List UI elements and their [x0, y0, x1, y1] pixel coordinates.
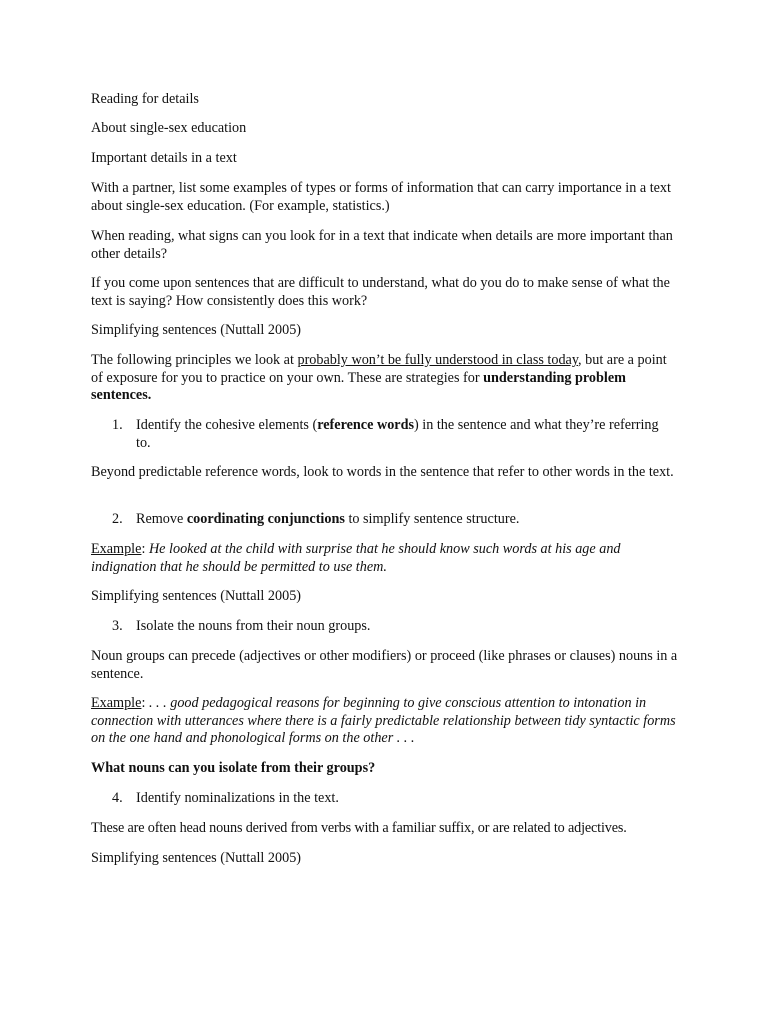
list-item-4	[112, 790, 672, 808]
item2-text-a: Remove	[136, 511, 187, 527]
paragraph-important-details: Important details in a text	[91, 150, 237, 166]
paragraph-signs-question: When reading, what signs can you look for in a text that indicate when details are more important than other details?	[91, 228, 673, 262]
list-item-text: Identify nominalizations in the text.	[136, 790, 339, 806]
example-label: Example	[91, 541, 142, 557]
paragraph-partner-task: With a partner, list some examples of types or forms of information that can carry importance in a text about single-sex education. (For example, statistics.)	[91, 180, 671, 214]
example-text: . . . good pedagogical reasons for beginning to give conscious attention to intonation in connection with utterances where there is a fairly predictable relationship between tidy syntactic forms on the one hand and phonological forms on the other . . .	[91, 695, 676, 746]
paragraph-principles	[91, 352, 681, 405]
list-number: 3.	[112, 618, 123, 634]
item2-text-b: to simplify sentence structure.	[344, 511, 520, 527]
principles-underlined: probably won’t be fully understood in class today	[297, 352, 579, 368]
paragraph-reference-words: Beyond predictable reference words, look to words in the sentence that refer to other words in the text.	[91, 464, 674, 480]
heading-simplifying-sentences-3: Simplifying sentences (Nuttall 2005)	[91, 850, 302, 866]
list-number: 1.	[112, 417, 123, 433]
paragraph-head-nouns: These are often head nouns derived from verbs with a familiar suffix, or are related to adjectives.	[91, 820, 627, 836]
principles-text-b: , but are a point of exposure for you to practice on your own. These are strategies for	[91, 352, 667, 386]
list-number: 4.	[112, 790, 123, 806]
question-isolate-nouns	[91, 760, 681, 778]
paragraph-topic: About single-sex education	[91, 120, 247, 136]
item2-bold: coordinating conjunctions	[186, 511, 345, 527]
example-text: He looked at the child with surprise that he should know such words at his age and indignation that he should be permitted to use them.	[91, 541, 621, 575]
example-2	[91, 695, 681, 748]
item1-text-b: ) in the sentence and what they’re referring to.	[136, 417, 659, 451]
example-colon: :	[141, 695, 149, 711]
list-number: 2.	[112, 511, 123, 527]
paragraph-noun-groups: Noun groups can precede (adjectives or other modifiers) or proceed (like phrases or clauses) nouns in a sentence.	[91, 648, 678, 682]
principles-bold: understanding problem sentences.	[91, 369, 626, 403]
list-item-text: Isolate the nouns from their noun groups.	[136, 618, 371, 634]
example-1	[91, 541, 681, 576]
item1-text-a: Identify the cohesive elements (	[136, 417, 318, 433]
heading-simplifying-sentences-2: Simplifying sentences (Nuttall 2005)	[91, 588, 302, 604]
list-item-1	[112, 417, 672, 452]
paragraph-difficult-sentences: If you come upon sentences that are difficult to understand, what do you do to make sense of what the text is saying? How consistently does this work?	[91, 275, 670, 309]
principles-text-a: The following principles we look at	[91, 352, 298, 368]
question-text: What nouns can you isolate from their groups?	[91, 760, 376, 776]
item1-bold: reference words	[317, 417, 414, 433]
paragraph-reading-for-details: Reading for details	[91, 91, 199, 107]
example-colon: :	[141, 541, 149, 557]
list-item-3	[112, 618, 672, 636]
list-item-2	[112, 511, 672, 529]
list-item-text	[136, 417, 672, 452]
list-item-text	[136, 511, 672, 529]
heading-simplifying-sentences-1: Simplifying sentences (Nuttall 2005)	[91, 322, 302, 338]
example-label: Example	[91, 695, 142, 711]
